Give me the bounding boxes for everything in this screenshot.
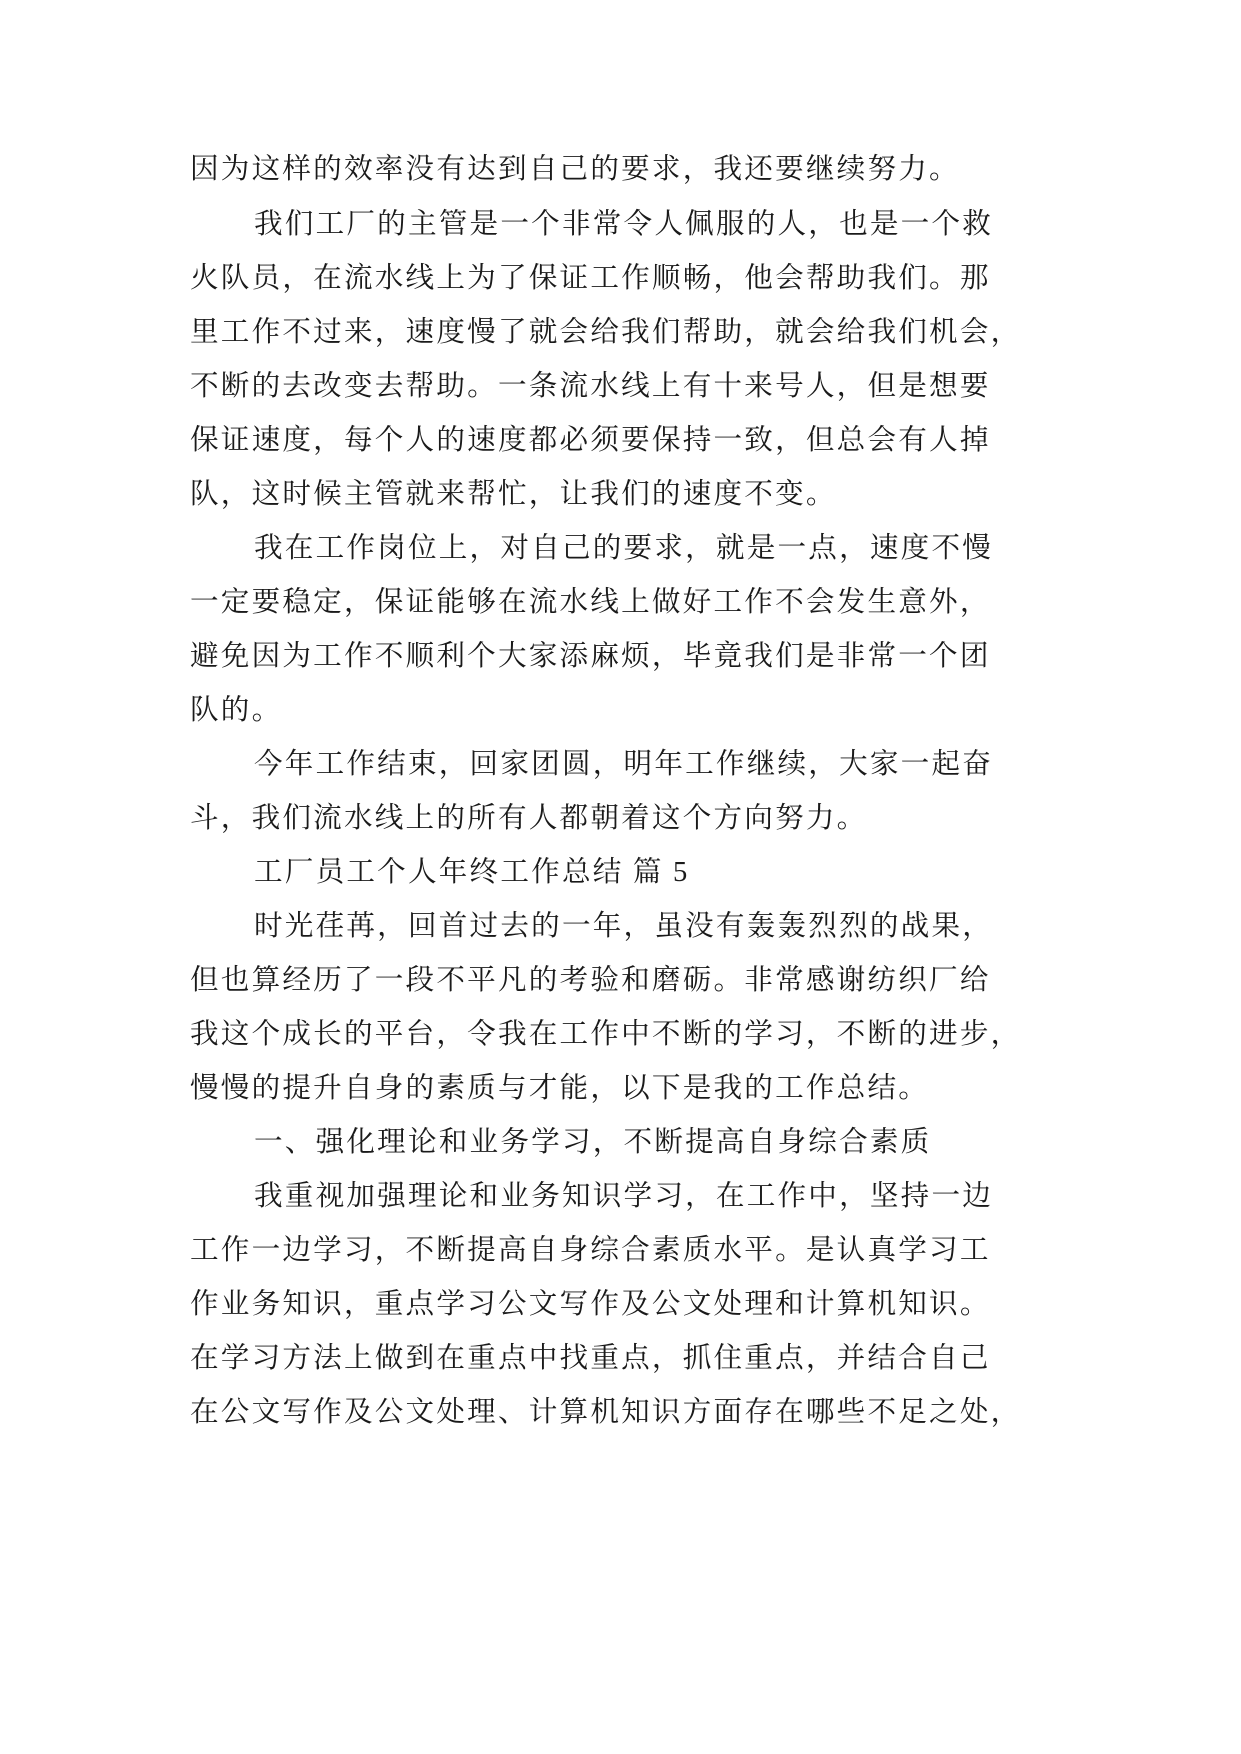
text-line: 一定要稳定，保证能够在流水线上做好工作不会发生意外，	[190, 587, 991, 618]
text-line: 作业务知识，重点学习公文写作及公文处理和计算机知识。	[190, 1289, 991, 1320]
text-line: 队，这时候主管就来帮忙，让我们的速度不变。	[190, 479, 837, 510]
text-line: 保证速度，每个人的速度都必须要保持一致，但总会有人掉	[190, 425, 991, 456]
subsection-heading: 一、强化理论和业务学习，不断提高自身综合素质	[254, 1127, 932, 1158]
text-line: 在学习方法上做到在重点中找重点，抓住重点，并结合自己	[190, 1343, 991, 1374]
paragraph-start-line: 我重视加强理论和业务知识学习，在工作中，坚持一边	[254, 1181, 994, 1212]
text-line: 我这个成长的平台，令我在工作中不断的学习，不断的进步，	[190, 1019, 1022, 1050]
text-line: 队的。	[190, 695, 283, 726]
text-line: 不断的去改变去帮助。一条流水线上有十来号人，但是想要	[190, 371, 991, 402]
text-line: 但也算经历了一段不平凡的考验和磨砺。非常感谢纺织厂给	[190, 965, 991, 996]
text-line: 里工作不过来，速度慢了就会给我们帮助，就会给我们机会，	[190, 317, 1022, 348]
paragraph-start-line: 今年工作结束，回家团圆，明年工作继续，大家一起奋	[254, 749, 994, 780]
paragraph-start-line: 我在工作岗位上，对自己的要求，就是一点，速度不慢	[254, 533, 994, 564]
text-line: 火队员，在流水线上为了保证工作顺畅，他会帮助我们。那	[190, 263, 991, 294]
text-line: 斗，我们流水线上的所有人都朝着这个方向努力。	[190, 803, 868, 834]
paragraph-start-line: 我们工厂的主管是一个非常令人佩服的人，也是一个救	[254, 209, 994, 240]
section-title: 工厂员工个人年终工作总结 篇 5	[254, 857, 690, 888]
text-line: 因为这样的效率没有达到自己的要求，我还要继续努力。	[190, 154, 960, 185]
text-line: 避免因为工作不顺利个大家添麻烦，毕竟我们是非常一个团	[190, 641, 991, 672]
text-line: 工作一边学习，不断提高自身综合素质水平。是认真学习工	[190, 1235, 991, 1266]
text-line: 在公文写作及公文处理、计算机知识方面存在哪些不足之处，	[190, 1397, 1022, 1428]
text-line: 慢慢的提升自身的素质与才能，以下是我的工作总结。	[190, 1073, 930, 1104]
paragraph-start-line: 时光荏苒，回首过去的一年，虽没有轰轰烈烈的战果，	[254, 911, 994, 942]
